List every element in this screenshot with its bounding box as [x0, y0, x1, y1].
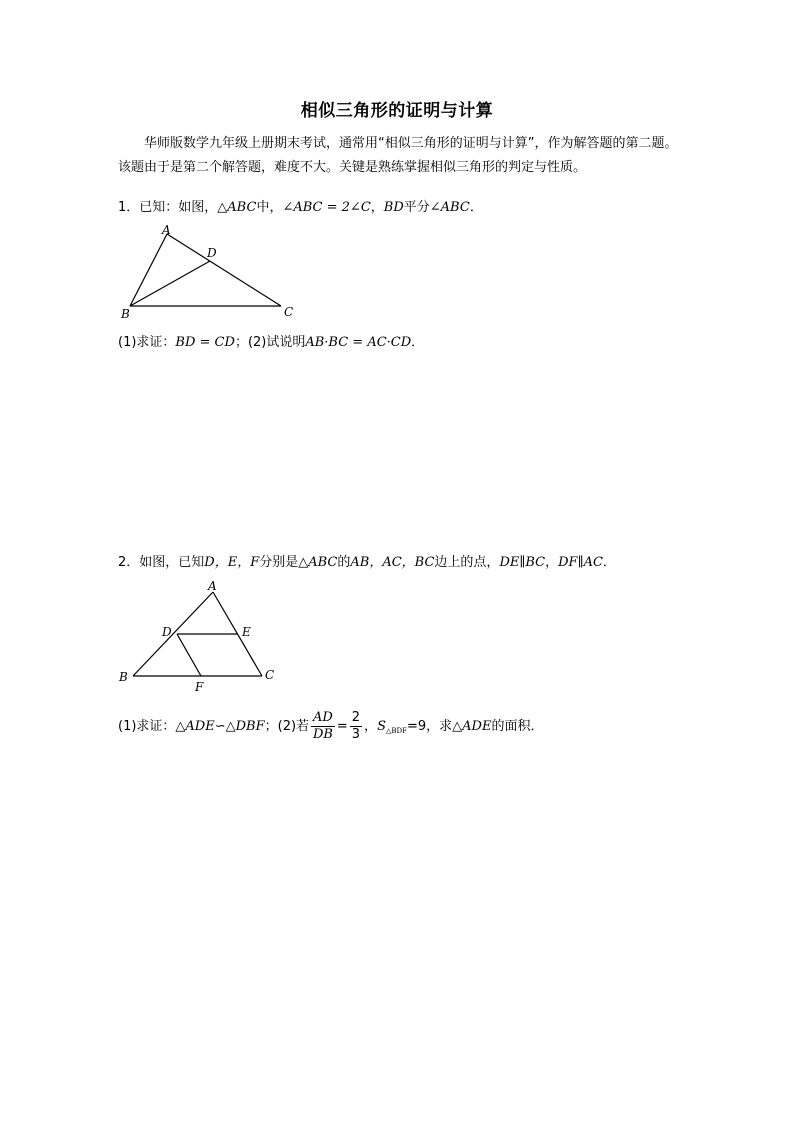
q2-area-symbol: S	[377, 719, 386, 734]
q2-text-part: 边上的点，	[434, 555, 500, 570]
q2-fraction-ad-db	[311, 710, 335, 743]
q1-segment-bd: BD	[383, 200, 404, 215]
q1-angle-c: ∠C	[349, 200, 371, 215]
q2-equals: =	[336, 719, 348, 734]
q2-number: 2．	[118, 555, 140, 570]
question-1-text	[118, 196, 483, 215]
q2-text-part: 的	[337, 555, 351, 570]
fig1-label-a: A	[162, 223, 171, 237]
q1-text-part: 已知：如图，	[139, 200, 218, 215]
q2-triangle-ade: ADE	[185, 719, 215, 734]
q2-text-part: 分别是△	[259, 555, 309, 570]
q2-sides: AB，AC，BC	[350, 555, 435, 570]
fig2-label-a: A	[208, 579, 217, 593]
q1-text-end: ．	[469, 200, 483, 215]
fig1-label-d: D	[207, 246, 217, 260]
fig1-label-c: C	[284, 305, 294, 319]
q1-sub-b-label: ；(2)试说明	[234, 335, 306, 350]
fig2-label-b: B	[119, 670, 128, 684]
fig2-label-f: F	[195, 680, 204, 694]
q1-sub-a-label: (1)求证：	[118, 335, 176, 350]
q2-triangle-name: ABC	[308, 555, 338, 570]
q2-value-denominator: 3	[351, 727, 361, 742]
fig1-side-ac	[167, 234, 281, 306]
q2-text-part: 如图，已知	[139, 555, 205, 570]
q2-triangle-dbf: DBF	[235, 719, 265, 734]
page-title: 相似三角形的证明与计算	[300, 101, 494, 121]
q1-text-part: 平分	[403, 200, 430, 215]
q1-sub-b-expression: AB·BC = AC·CD	[305, 335, 412, 350]
q2-area-subscript: △BDF	[385, 727, 407, 735]
q2-area-value: =9	[406, 719, 427, 734]
q1-triangle-symbol: △	[217, 200, 228, 215]
fig2-segment-df	[177, 634, 201, 676]
figure-2	[115, 578, 285, 696]
intro-paragraph: 华师版数学九年级上册期末考试，通常用“相似三角形的证明与计算”，作为解答题的第二题。该题由于是第二个解答题，难度不大。关键是熟练掌握相似三角形的判定与性质。	[118, 136, 678, 175]
q1-sub-a-expression: BD = CD	[175, 335, 235, 350]
q2-fraction-numerator: AD	[313, 710, 333, 725]
q2-similar-symbol: ∽△	[214, 719, 236, 734]
q2-parallel-df-ac: DF∥AC	[558, 555, 603, 570]
fig2-label-d: D	[162, 625, 172, 639]
question-2-text	[118, 551, 616, 570]
q2-comma: ，	[545, 555, 559, 570]
figure-1	[115, 222, 305, 322]
q2-comma: ，	[364, 719, 378, 734]
q2-text-end: ．	[602, 555, 616, 570]
q1-text-part: ，	[370, 200, 384, 215]
q2-sub-end: 的面积．	[491, 719, 544, 734]
q2-value-numerator: 2	[351, 710, 361, 725]
q2-fraction-value	[350, 710, 362, 743]
q2-points-def: D，E，F	[204, 555, 260, 570]
q2-triangle-ade-2: ADE	[462, 719, 492, 734]
q2-sub-a-label: (1)求证：△	[118, 719, 186, 734]
q2-text-part: ，求△	[426, 719, 463, 734]
q1-equals: = 2	[322, 200, 350, 215]
fig2-label-e: E	[242, 625, 251, 639]
fig2-label-c: C	[265, 668, 275, 682]
q2-fraction-denominator: DB	[312, 727, 333, 742]
q2-sub-b-label: ；(2)若	[264, 719, 310, 734]
q1-triangle-name: ABC	[227, 200, 257, 215]
q1-text-part: 中，	[256, 200, 283, 215]
q1-sub-end: ．	[411, 335, 425, 350]
q2-parallel-de-bc: DE∥BC	[499, 555, 546, 570]
question-1-subparts	[118, 331, 424, 350]
q1-number: 1．	[118, 200, 140, 215]
q1-angle-abc-2: ∠ABC	[429, 200, 470, 215]
q1-angle-abc: ∠ABC	[282, 200, 323, 215]
question-2-subparts	[118, 710, 543, 743]
fig1-label-b: B	[121, 307, 130, 321]
